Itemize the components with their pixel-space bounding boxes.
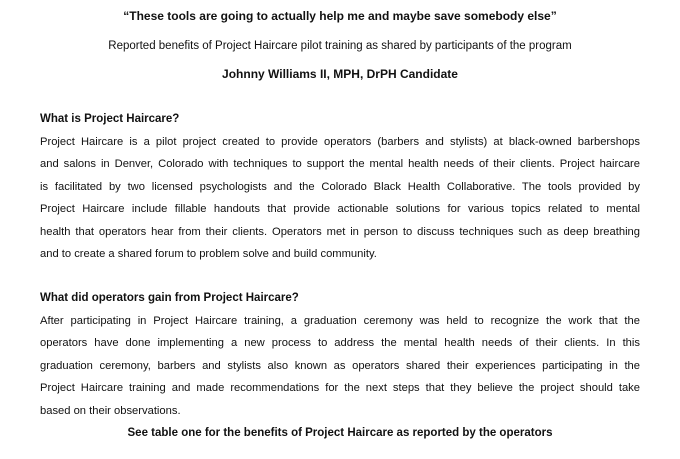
paragraph-line: graduation ceremony, barbers and stylists also known as operators shared their experiences participating in the [40,359,640,372]
paragraph-line: based on their observations. [40,404,181,417]
section-paragraph-what-gained [40,310,640,422]
paragraph-line: Project Haircare include fillable handouts that provide actionable solutions for various topics related to mental [40,203,640,216]
document-subtitle: Reported benefits of Project Haircare pilot training as shared by participants of the program [108,40,572,52]
section-paragraph-what-is [40,131,640,265]
paragraph-line: health that operators hear from their clients. Operators met in person to discuss techniques such as deep breathing [40,225,640,238]
table-reference-note: See table one for the benefits of Project Haircare as reported by the operators [127,427,553,439]
quote-title: “These tools are going to actually help me and maybe save somebody else” [123,9,557,23]
paragraph-line: operators have done implementing a new process to address the mental health needs of their clients. In this [40,337,640,350]
paragraph-line: Project Haircare is a pilot project created to provide operators (barbers and stylists) at black-owned barbershops [40,136,640,148]
section-heading-what-is: What is Project Haircare? [40,113,180,125]
section-heading-what-gained: What did operators gain from Project Haircare? [40,292,299,304]
paragraph-line: Project Haircare training and made recommendations for the next steps that they believe the project should take [40,382,640,395]
paragraph-line: After participating in Project Haircare training, a graduation ceremony was held to recognize the work that the [40,315,640,327]
paragraph-line: and salons in Denver, Colorado with techniques to support the mental health needs of their clients. Project haircare [40,158,640,171]
author-line: Johnny Williams II, MPH, DrPH Candidate [222,67,458,81]
paragraph-line: and to create a shared forum to problem solve and build community. [40,247,377,260]
paragraph-line: is facilitated by two licensed psychologists and the Colorado Black Health Collaborative. The tools provided by [40,180,640,193]
